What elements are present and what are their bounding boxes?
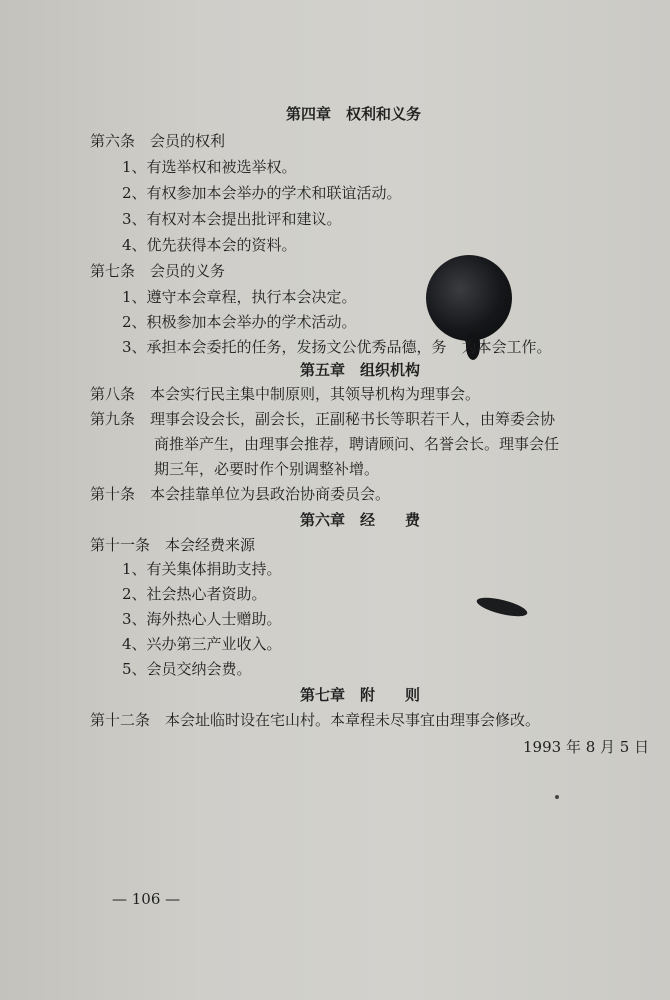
article6-item-2: 2、有权参加本会举办的学术和联谊活动。 bbox=[122, 184, 402, 202]
ink-blot bbox=[426, 255, 512, 341]
chapter6-title: 第六章 经 费 bbox=[300, 511, 421, 529]
ink-smudge bbox=[475, 594, 529, 620]
article11-item-4: 4、兴办第三产业收入。 bbox=[122, 635, 282, 653]
article6-item-4: 4、优先获得本会的资料。 bbox=[122, 236, 297, 254]
chapter7-title: 第七章 附 则 bbox=[300, 686, 421, 704]
article6-item-1: 1、有选举权和被选举权。 bbox=[122, 158, 297, 176]
article11-item-1: 1、有关集体捐助支持。 bbox=[122, 560, 282, 578]
article9-line-1: 第九条 理事会设会长，副会长，正副秘书长等职若干人，由筹委会协 bbox=[90, 410, 556, 428]
article7-item-3: 3、承担本会委托的任务，发扬文公优秀品德，务 为本会工作。 bbox=[122, 338, 552, 356]
article7-heading: 第七条 会员的义务 bbox=[90, 262, 226, 280]
article9-line-3: 期三年，必要时作个别调整补增。 bbox=[154, 460, 380, 478]
page-number: — 106 — bbox=[112, 890, 181, 908]
article6-item-3: 3、有权对本会提出批评和建议。 bbox=[122, 210, 342, 228]
article6-heading: 第六条 会员的权利 bbox=[90, 132, 226, 150]
article8: 第八条 本会实行民主集中制原则，其领导机构为理事会。 bbox=[90, 385, 481, 403]
ink-dot bbox=[555, 795, 559, 799]
article7-item-2: 2、积极参加本会举办的学术活动。 bbox=[122, 313, 357, 331]
article9-line-2: 商推举产生，由理事会推荐，聘请顾问、名誉会长。理事会任 bbox=[154, 435, 560, 453]
article11-heading: 第十一条 本会经费来源 bbox=[90, 536, 256, 554]
article12: 第十二条 本会址临时设在宅山村。本章程未尽事宜由理事会修改。 bbox=[90, 711, 541, 729]
article10: 第十条 本会挂靠单位为县政治协商委员会。 bbox=[90, 485, 391, 503]
article7-item-1: 1、遵守本会章程，执行本会决定。 bbox=[122, 288, 357, 306]
article11-item-5: 5、会员交纳会费。 bbox=[122, 660, 252, 678]
chapter5-title: 第五章 组织机构 bbox=[300, 361, 421, 379]
article11-item-3: 3、海外热心人士赠助。 bbox=[122, 610, 282, 628]
article11-item-2: 2、社会热心者资助。 bbox=[122, 585, 267, 603]
chapter4-title: 第四章 权利和义务 bbox=[286, 105, 422, 123]
document-date: 1993 年 8 月 5 日 bbox=[523, 738, 650, 756]
